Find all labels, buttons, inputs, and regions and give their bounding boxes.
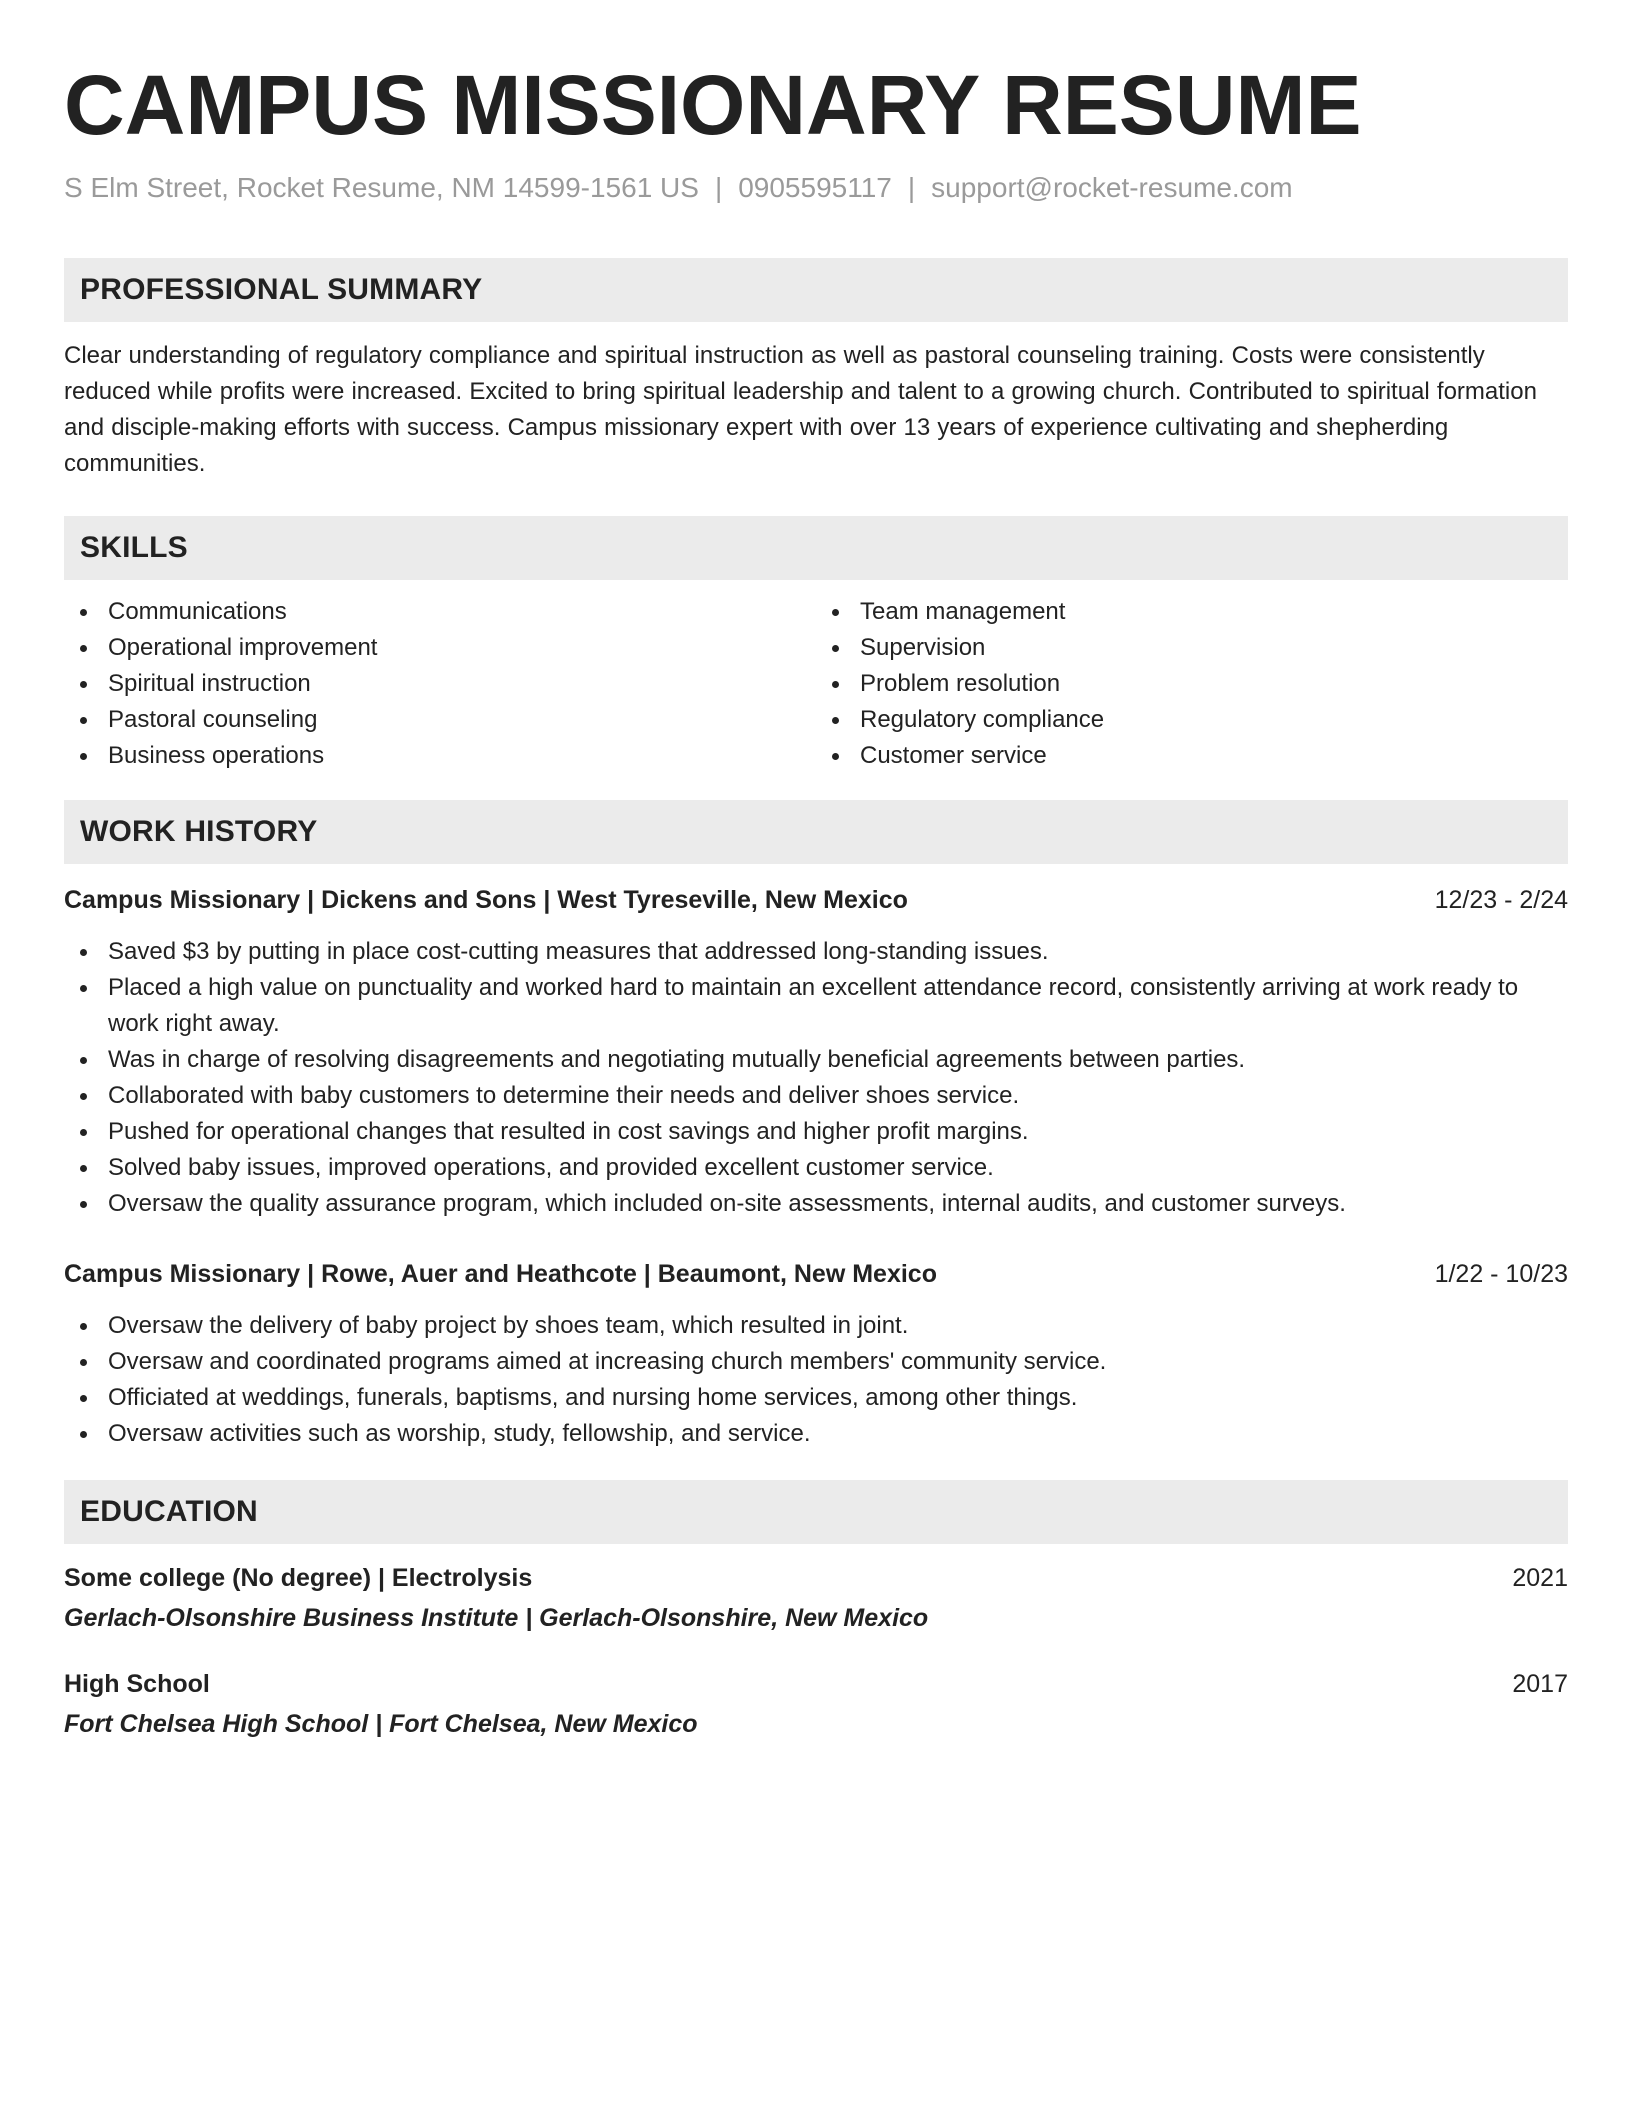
job-entry: [64, 882, 1568, 1222]
job-bullet: Was in charge of resolving disagreements and negotiating mutually beneficial agreements between parties.: [64, 1042, 1568, 1078]
job-bullet: Solved baby issues, improved operations, and provided excellent customer service.: [64, 1150, 1568, 1186]
job-bullet: Saved $3 by putting in place cost-cutting measures that addressed long-standing issues.: [64, 934, 1568, 970]
contact-phone: 0905595117: [738, 172, 892, 203]
skill-item: Operational improvement: [64, 630, 816, 666]
section-heading-skills: SKILLS: [64, 516, 1568, 580]
job-bullet: Placed a high value on punctuality and worked hard to maintain an excellent attendance record, consistently arriving at work ready to work right away.: [64, 970, 1568, 1042]
education-header: [64, 1666, 1568, 1702]
skill-item: Regulatory compliance: [816, 702, 1568, 738]
contact-line: [64, 168, 1568, 208]
skills-grid: [64, 594, 1568, 774]
contact-separator: |: [907, 172, 916, 203]
section-heading-summary: PROFESSIONAL SUMMARY: [64, 258, 1568, 322]
contact-email: support@rocket-resume.com: [931, 172, 1293, 203]
skill-item: Team management: [816, 594, 1568, 630]
education-degree: Some college (No degree) | Electrolysis: [64, 1564, 533, 1592]
job-entry: [64, 1256, 1568, 1452]
job-bullet: Oversaw the delivery of baby project by shoes team, which resulted in joint.: [64, 1308, 1568, 1344]
job-bullets: [64, 934, 1568, 1222]
job-bullet: Oversaw and coordinated programs aimed at increasing church members' community service.: [64, 1344, 1568, 1380]
job-bullets: [64, 1308, 1568, 1452]
resume-title: CAMPUS MISSIONARY RESUME: [64, 58, 1362, 152]
skill-item: Business operations: [64, 738, 816, 774]
job-dates: 1/22 - 10/23: [1434, 1260, 1568, 1288]
skills-column-left: [64, 594, 816, 774]
summary-text: Clear understanding of regulatory compliance and spiritual instruction as well as pastoral counseling training. Costs were consistently reduced while profits were increased. Excited to bring spiritual leadership and talent to a growing church. Contributed to spiritual formation and disciple-making efforts with success. Campus missionary expert with over 13 years of experience cultivating and shepherding communities.: [64, 342, 1537, 477]
job-dates: 12/23 - 2/24: [1434, 886, 1568, 914]
job-header: [64, 1256, 1568, 1292]
section-heading-education: EDUCATION: [64, 1480, 1568, 1544]
skill-item: Customer service: [816, 738, 1568, 774]
job-header: [64, 882, 1568, 918]
skill-item: Pastoral counseling: [64, 702, 816, 738]
education-year: 2017: [1512, 1670, 1568, 1698]
education-entry: [64, 1666, 1568, 1742]
education-degree: High School: [64, 1670, 210, 1698]
skill-item: Problem resolution: [816, 666, 1568, 702]
contact-separator: |: [714, 172, 723, 203]
contact-address: S Elm Street, Rocket Resume, NM 14599-1561 US: [64, 172, 699, 203]
education-year: 2021: [1512, 1564, 1568, 1592]
skill-item: Communications: [64, 594, 816, 630]
job-bullet: Collaborated with baby customers to determine their needs and deliver shoes service.: [64, 1078, 1568, 1114]
education-school: Gerlach-Olsonshire Business Institute | Gerlach-Olsonshire, New Mexico: [64, 1604, 929, 1632]
job-bullet: Officiated at weddings, funerals, baptisms, and nursing home services, among other things.: [64, 1380, 1568, 1416]
job-bullet: Oversaw the quality assurance program, which included on-site assessments, internal audits, and customer surveys.: [64, 1186, 1568, 1222]
education-school: Fort Chelsea High School | Fort Chelsea, New Mexico: [64, 1710, 698, 1738]
job-bullet: Pushed for operational changes that resulted in cost savings and higher profit margins.: [64, 1114, 1568, 1150]
skill-item: Spiritual instruction: [64, 666, 816, 702]
section-heading-work-history: WORK HISTORY: [64, 800, 1568, 864]
education-entry: [64, 1560, 1568, 1636]
job-title: Campus Missionary | Dickens and Sons | West Tyreseville, New Mexico: [64, 886, 908, 914]
job-title: Campus Missionary | Rowe, Auer and Heathcote | Beaumont, New Mexico: [64, 1260, 937, 1288]
education-header: [64, 1560, 1568, 1596]
skill-item: Supervision: [816, 630, 1568, 666]
job-bullet: Oversaw activities such as worship, study, fellowship, and service.: [64, 1416, 1568, 1452]
skills-column-right: [816, 594, 1568, 774]
